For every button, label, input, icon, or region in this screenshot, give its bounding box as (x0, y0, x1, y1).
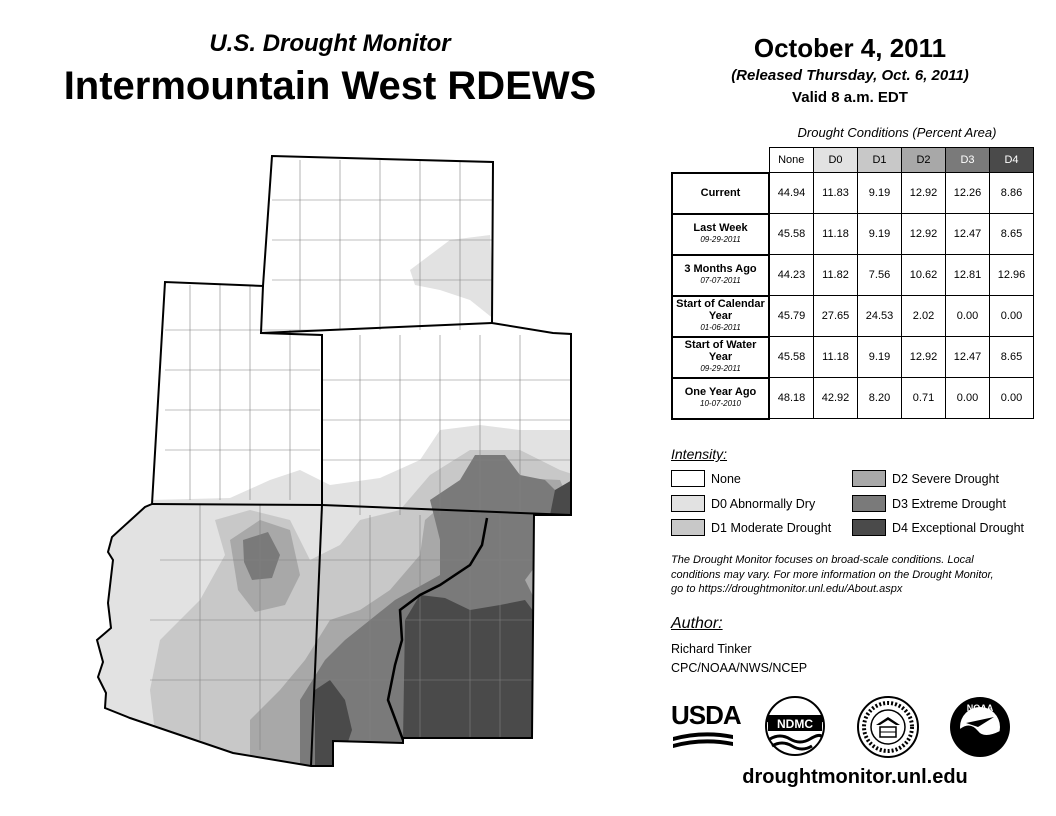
table-cell: 24.53 (858, 296, 902, 337)
table-cell: 9.19 (858, 173, 902, 214)
table-cell: 8.65 (990, 337, 1034, 378)
table-cell: 9.19 (858, 337, 902, 378)
ndmc-logo (764, 695, 826, 757)
legend-title: Intensity: (671, 446, 728, 462)
legend-item-none (671, 470, 741, 487)
table-caption: Drought Conditions (Percent Area) (797, 125, 997, 140)
table-cell: 11.83 (814, 173, 858, 214)
table-cell: 0.00 (946, 296, 990, 337)
legend-swatch (852, 519, 886, 536)
table-cell: 8.65 (990, 214, 1034, 255)
legend-item-d4 (852, 519, 1024, 536)
table-row (672, 255, 1034, 296)
table-cell: 45.58 (769, 337, 814, 378)
col-d1: D1 (858, 148, 902, 173)
map-date: October 4, 2011 (753, 33, 947, 63)
table-cell: 48.18 (769, 378, 814, 419)
table-cell: 12.26 (946, 173, 990, 214)
row-label: One Year Ago 10-07-2010 (672, 378, 769, 419)
table-cell: 9.19 (858, 214, 902, 255)
table-cell: 11.18 (814, 214, 858, 255)
table-cell: 0.71 (902, 378, 946, 419)
table-cell: 45.58 (769, 214, 814, 255)
legend-label: None (711, 471, 741, 486)
row-date: 01-06-2011 (700, 323, 741, 332)
author-org: CPC/NOAA/NWS/NCEP (671, 661, 808, 675)
usda-logo-text: USDA (671, 700, 741, 730)
table-corner (672, 148, 769, 173)
legend-label: D3 Extreme Drought (892, 496, 1006, 511)
ndmc-logo-text: NDMC (777, 717, 813, 731)
legend-item-d2 (852, 470, 999, 487)
table-row (672, 378, 1034, 419)
legend-label: D4 Exceptional Drought (892, 520, 1025, 535)
table-cell: 27.65 (814, 296, 858, 337)
table-cell: 8.86 (990, 173, 1034, 214)
legend-item-d1 (671, 519, 831, 536)
commerce-seal-icon (856, 695, 920, 759)
row-date: 09-29-2011 (700, 235, 741, 244)
col-d2: D2 (902, 148, 946, 173)
map-title: Intermountain West RDEWS (63, 64, 597, 108)
usda-swoosh-icon (671, 731, 735, 749)
legend-swatch (671, 470, 705, 487)
legend-swatch (852, 495, 886, 512)
table-cell: 42.92 (814, 378, 858, 419)
table-header-row (672, 148, 1034, 173)
disclaimer-note: The Drought Monitor focuses on broad-scale conditions. Local conditions may vary. For more information on the Drought Monitor, go to https://droughtmonitor.unl.edu/About.aspx (671, 554, 994, 595)
row-label: Start of Calendar Year 01-06-2011 (672, 296, 769, 337)
author-name: Richard Tinker (671, 642, 752, 656)
table-cell: 12.96 (990, 255, 1034, 296)
usda-logo (671, 700, 741, 754)
row-label: Last Week 09-29-2011 (672, 214, 769, 255)
table-cell: 44.23 (769, 255, 814, 296)
table-row (672, 214, 1034, 255)
table-cell: 12.92 (902, 337, 946, 378)
noaa-logo-text: NOAA (966, 703, 994, 713)
noaa-logo (948, 695, 1012, 759)
row-label: Current (672, 173, 769, 214)
drought-map (90, 150, 590, 775)
row-label: Start of Water Year 09-29-2011 (672, 337, 769, 378)
d4-area (403, 595, 540, 740)
table-cell: 12.81 (946, 255, 990, 296)
col-d0: D0 (814, 148, 858, 173)
table-cell: 44.94 (769, 173, 814, 214)
map-subtitle: U.S. Drought Monitor (209, 30, 451, 57)
table-cell: 12.92 (902, 173, 946, 214)
col-none: None (769, 148, 814, 173)
table-cell: 8.20 (858, 378, 902, 419)
row-date: 10-07-2010 (700, 399, 741, 408)
row-date: 07-07-2011 (700, 276, 741, 285)
legend-swatch (671, 519, 705, 536)
table-cell: 11.18 (814, 337, 858, 378)
table-row (672, 173, 1034, 214)
row-label: 3 Months Ago 07-07-2011 (672, 255, 769, 296)
table-cell: 0.00 (946, 378, 990, 419)
legend-label: D2 Severe Drought (892, 471, 1000, 486)
table-cell: 11.82 (814, 255, 858, 296)
website-url[interactable]: droughtmonitor.unl.edu (742, 766, 968, 788)
legend-label: D0 Abnormally Dry (711, 496, 816, 511)
legend-item-d3 (852, 495, 1006, 512)
author-heading: Author: (671, 615, 723, 632)
table-cell: 45.79 (769, 296, 814, 337)
col-d4: D4 (990, 148, 1034, 173)
valid-time: Valid 8 a.m. EDT (792, 89, 908, 106)
table-row (672, 296, 1034, 337)
drought-conditions-table (671, 147, 1034, 420)
table-cell: 7.56 (858, 255, 902, 296)
table-cell: 12.92 (902, 214, 946, 255)
release-date: (Released Thursday, Oct. 6, 2011) (731, 67, 969, 84)
table-cell: 0.00 (990, 296, 1034, 337)
legend-swatch (852, 470, 886, 487)
legend-item-d0 (671, 495, 815, 512)
table-cell: 0.00 (990, 378, 1034, 419)
row-date: 09-29-2011 (700, 364, 741, 373)
table-cell: 10.62 (902, 255, 946, 296)
legend-swatch (671, 495, 705, 512)
table-cell: 12.47 (946, 214, 990, 255)
table-cell: 12.47 (946, 337, 990, 378)
table-row (672, 337, 1034, 378)
table-cell: 2.02 (902, 296, 946, 337)
legend-label: D1 Moderate Drought (711, 520, 832, 535)
col-d3: D3 (946, 148, 990, 173)
